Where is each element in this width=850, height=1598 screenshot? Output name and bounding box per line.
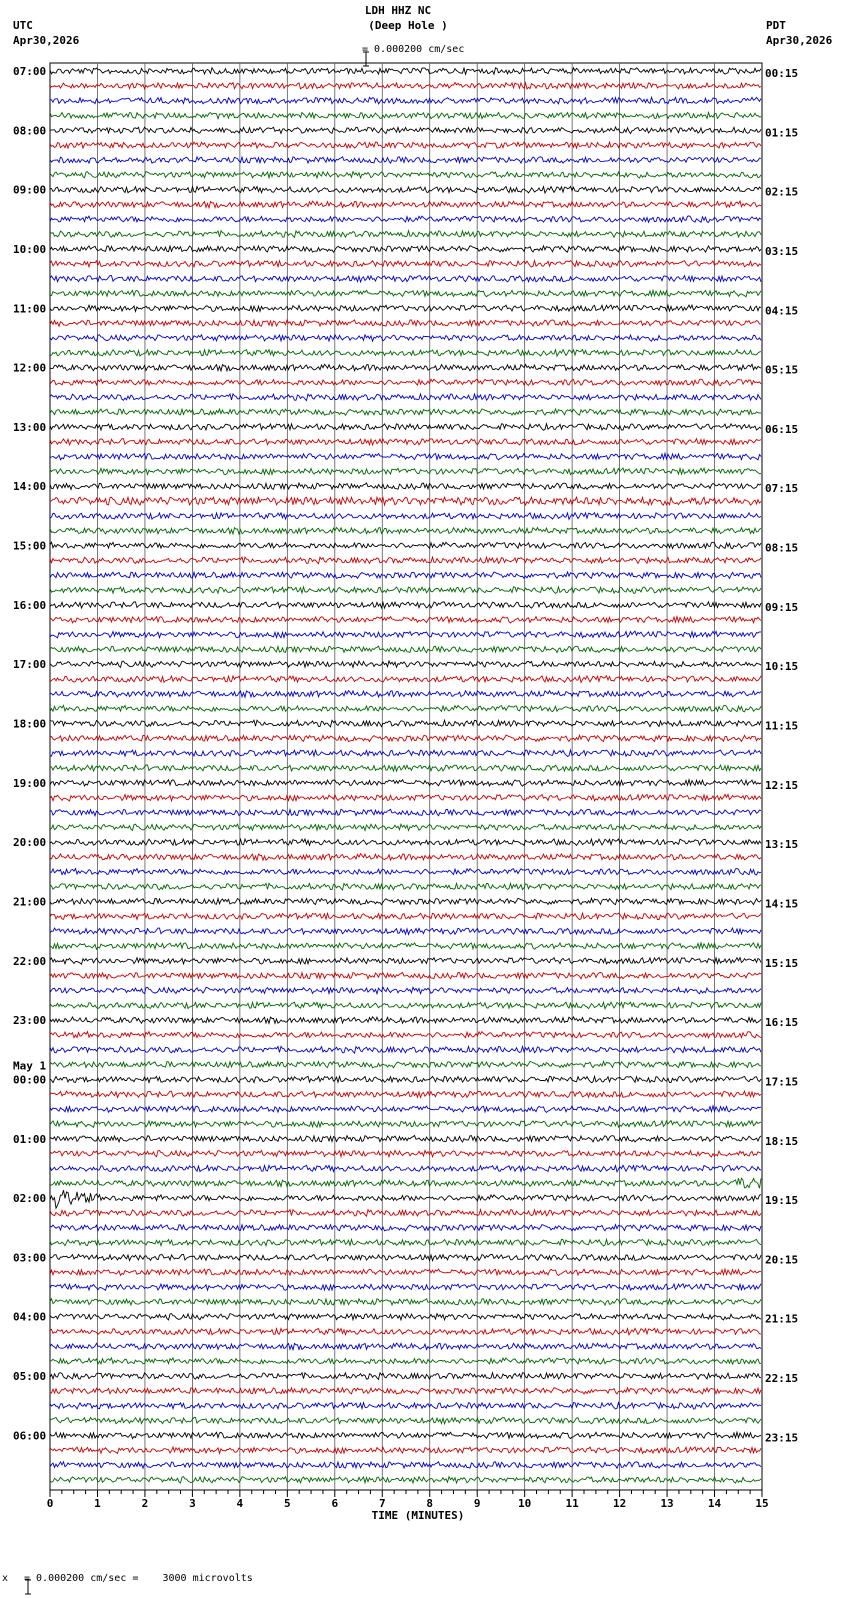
seismic-trace: [50, 513, 761, 520]
right-hour-label: 19:15: [765, 1194, 799, 1208]
seismic-trace: [50, 913, 761, 920]
left-hour-label: 03:00: [13, 1251, 47, 1265]
right-hour-label: 18:15: [765, 1134, 799, 1148]
seismic-trace: [50, 290, 761, 297]
left-hour-label: 19:00: [13, 776, 47, 790]
seismic-trace: [50, 201, 761, 208]
seismic-trace: [50, 1417, 761, 1423]
left-hour-label: 10:00: [13, 242, 47, 256]
seismic-trace: [50, 1447, 761, 1454]
left-date: Apr30,2026: [13, 34, 80, 47]
right-hour-label: 00:15: [765, 67, 799, 80]
seismic-trace: [50, 497, 761, 505]
seismic-trace: [50, 231, 761, 238]
seismic-trace: [50, 68, 761, 75]
right-hour-label: 08:15: [765, 541, 799, 555]
right-hour-label: 02:15: [765, 185, 799, 199]
right-hour-label: 21:15: [765, 1312, 799, 1326]
seismic-trace: [50, 735, 761, 741]
seismic-trace: [50, 1106, 761, 1113]
left-hour-label: 21:00: [13, 895, 47, 909]
seismic-trace: [50, 439, 761, 445]
seismic-trace: [50, 705, 761, 712]
x-tick-label: 5: [284, 1497, 291, 1510]
x-tick-label: 3: [189, 1497, 196, 1510]
seismic-trace: [50, 765, 761, 771]
seismic-trace: [50, 1178, 761, 1188]
station-site: (Deep Hole ): [368, 19, 448, 32]
left-hour-label: 08:00: [13, 124, 47, 138]
seismic-trace: [50, 631, 761, 638]
seismic-trace: [50, 1328, 761, 1335]
seismic-trace: [50, 780, 761, 786]
seismic-trace: [50, 97, 761, 104]
seismic-trace: [50, 364, 761, 371]
left-hour-label: 04:00: [13, 1310, 47, 1324]
seismic-trace: [50, 587, 761, 593]
seismic-trace: [50, 157, 761, 164]
scale-text: = 0.000200 cm/sec: [362, 44, 465, 55]
seismic-trace: [50, 809, 761, 815]
seismic-trace: [50, 1477, 761, 1483]
seismic-trace: [50, 958, 761, 965]
seismic-trace: [50, 335, 761, 341]
seismic-trace: [50, 1284, 761, 1291]
right-timezone: PDT: [766, 19, 786, 32]
x-tick-label: 13: [660, 1497, 674, 1510]
right-hour-label: 16:15: [765, 1016, 799, 1030]
seismic-trace: [50, 661, 761, 668]
seismic-trace: [50, 1121, 761, 1128]
x-tick-label: 8: [426, 1497, 434, 1510]
seismic-trace: [50, 350, 761, 357]
left-hour-label: 23:00: [13, 1014, 47, 1028]
seismic-trace: [50, 276, 761, 282]
seismic-trace: [50, 943, 761, 949]
left-hour-label: 11:00: [13, 302, 47, 316]
x-tick-label: 0: [46, 1497, 54, 1510]
seismic-trace: [50, 869, 761, 876]
seismic-trace: [50, 1343, 761, 1350]
seismic-trace: [50, 1388, 761, 1394]
x-tick-label: 10: [518, 1497, 532, 1510]
right-hour-label: 03:15: [765, 244, 799, 258]
left-hour-label: 05:00: [13, 1370, 47, 1384]
right-date: Apr30,2026: [766, 34, 833, 47]
seismic-trace: [50, 602, 761, 608]
x-tick-label: 4: [236, 1497, 244, 1510]
day-change-label: May 1: [13, 1059, 47, 1073]
x-tick-label: 15: [755, 1497, 769, 1510]
seismic-trace: [50, 142, 761, 148]
seismic-trace: [50, 824, 761, 830]
seismic-trace: [50, 898, 761, 904]
x-tick-label: 11: [565, 1497, 579, 1510]
seismic-trace: [50, 409, 761, 415]
right-hour-label: 10:15: [765, 660, 799, 674]
right-hour-label: 04:15: [765, 304, 799, 318]
x-tick-label: 2: [141, 1497, 149, 1510]
seismic-trace: [50, 972, 761, 978]
left-hour-label: 14:00: [13, 480, 47, 494]
seismic-trace: [50, 928, 761, 934]
right-hour-label: 22:15: [765, 1372, 799, 1386]
seismic-trace: [50, 528, 761, 535]
left-hour-label: 15:00: [13, 539, 47, 553]
left-hour-label: 13:00: [13, 420, 47, 434]
seismic-trace: [50, 1373, 761, 1380]
seismic-trace: [50, 542, 761, 549]
seismic-trace: [50, 261, 761, 268]
seismic-trace: [50, 1269, 761, 1275]
right-hour-label: 06:15: [765, 422, 799, 436]
seismic-trace: [50, 839, 761, 846]
right-hour-label: 01:15: [765, 126, 799, 140]
right-hour-label: 09:15: [765, 600, 799, 614]
seismic-trace: [50, 379, 761, 386]
left-hour-label: 20:00: [13, 836, 47, 850]
calibration-marker: x: [2, 1573, 9, 1584]
seismic-trace: [50, 572, 761, 578]
left-hour-label: 02:00: [13, 1192, 47, 1206]
right-hour-label: 11:15: [765, 719, 799, 733]
seismic-trace: [50, 720, 761, 727]
seismic-trace: [50, 676, 761, 683]
seismic-trace: [50, 1299, 761, 1305]
right-hour-label: 12:15: [765, 778, 799, 792]
seismic-trace: [50, 1002, 761, 1009]
seismic-trace: [50, 320, 761, 326]
left-hour-label: 12:00: [13, 361, 47, 375]
right-hour-label: 15:15: [765, 956, 799, 970]
x-tick-label: 6: [331, 1497, 339, 1510]
seismic-trace: [50, 1091, 761, 1097]
seismic-trace: [50, 424, 761, 431]
seismic-trace: [50, 1210, 761, 1217]
seismic-trace: [50, 1061, 761, 1067]
right-hour-label: 05:15: [765, 363, 799, 377]
seismic-trace: [50, 305, 761, 312]
seismic-trace: [50, 394, 761, 401]
seismic-trace: [50, 1150, 761, 1157]
calibration-text: = 0.000200 cm/sec = 3000 microvolts: [24, 1573, 253, 1584]
left-timezone: UTC: [13, 19, 33, 32]
left-hour-label: 16:00: [13, 598, 47, 612]
seismic-trace: [50, 557, 761, 564]
right-hour-label: 13:15: [765, 838, 799, 852]
seismic-trace: [50, 127, 761, 134]
seismic-trace: [50, 246, 761, 252]
seismic-trace: [50, 1136, 761, 1143]
plot-frame: [50, 63, 762, 1490]
seismic-trace: [50, 1314, 761, 1320]
seismic-trace: [50, 112, 761, 118]
left-hour-label: 22:00: [13, 954, 47, 968]
x-tick-label: 12: [612, 1497, 627, 1510]
seismic-trace: [50, 1358, 761, 1364]
seismic-trace: [50, 646, 761, 653]
seismic-trace: [50, 1225, 761, 1231]
left-hour-label: 00:00: [13, 1073, 47, 1087]
seismic-trace: [50, 1046, 761, 1053]
x-axis-label: TIME (MINUTES): [371, 1509, 465, 1522]
seismic-trace: [50, 1432, 761, 1438]
seismic-trace: [50, 617, 761, 623]
seismic-trace: [50, 186, 761, 193]
seismic-trace: [50, 1017, 761, 1024]
left-hour-label: 01:00: [13, 1132, 47, 1146]
seismic-trace: [50, 216, 761, 223]
seismic-trace: [50, 1403, 761, 1410]
x-tick-label: 14: [707, 1497, 722, 1510]
seismic-trace: [50, 854, 761, 861]
right-hour-label: 23:15: [765, 1431, 799, 1445]
x-tick-label: 7: [378, 1497, 386, 1510]
right-hour-label: 14:15: [765, 897, 799, 911]
seismic-trace: [50, 1032, 761, 1038]
seismic-trace: [50, 987, 761, 994]
right-hour-label: 17:15: [765, 1075, 799, 1089]
left-hour-label: 17:00: [13, 658, 47, 672]
station-title: LDH HHZ NC: [364, 4, 432, 17]
seismic-trace: [50, 1254, 761, 1260]
seismic-trace: [50, 172, 761, 179]
left-hour-label: 18:00: [13, 717, 47, 731]
left-hour-label: 09:00: [13, 183, 47, 197]
left-hour-label: 07:00: [13, 65, 47, 78]
seismic-trace: [50, 468, 761, 475]
seismic-trace: [50, 1462, 761, 1468]
seismic-trace: [50, 883, 761, 890]
seismic-trace: [50, 691, 761, 698]
seismic-trace: [50, 453, 761, 460]
seismic-trace: [50, 1165, 761, 1172]
seismic-trace: [50, 1239, 761, 1246]
seismic-trace: [50, 483, 761, 489]
x-tick-label: 1: [94, 1497, 101, 1510]
right-hour-label: 07:15: [765, 482, 799, 496]
seismic-trace: [50, 794, 761, 801]
right-hour-label: 20:15: [765, 1253, 799, 1267]
seismic-trace: [50, 1190, 761, 1208]
left-hour-label: 06:00: [13, 1429, 47, 1443]
x-tick-label: 9: [473, 1497, 481, 1510]
seismic-trace: [50, 1076, 761, 1082]
seismic-trace: [50, 750, 761, 757]
seismic-trace: [50, 83, 761, 89]
